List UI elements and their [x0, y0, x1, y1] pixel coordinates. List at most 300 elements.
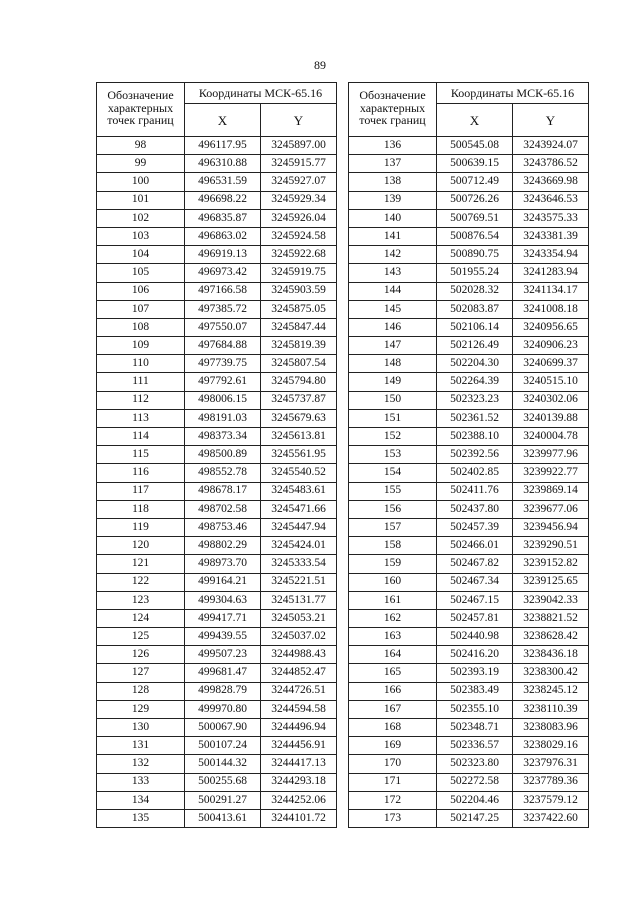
x-coordinate-cell: 499439.55: [185, 628, 261, 646]
table-row: [97, 737, 337, 755]
point-number-cell: 129: [97, 700, 185, 718]
x-coordinate-cell: 502416.20: [437, 646, 513, 664]
x-coordinate-cell: 497166.58: [185, 282, 261, 300]
point-number-cell: 114: [97, 428, 185, 446]
point-number-cell: 135: [97, 809, 185, 827]
point-number-cell: 121: [97, 555, 185, 573]
x-coordinate-cell: 500413.61: [185, 809, 261, 827]
y-coordinate-cell: 3245919.75: [261, 264, 337, 282]
table-row: [349, 700, 589, 718]
table-row: [349, 518, 589, 536]
x-coordinate-cell: 500255.68: [185, 773, 261, 791]
x-coordinate-cell: 497550.07: [185, 318, 261, 336]
x-coordinate-cell: 498802.29: [185, 537, 261, 555]
y-coordinate-cell: 3240956.65: [513, 318, 589, 336]
x-coordinate-cell: 502106.14: [437, 318, 513, 336]
table-row: [349, 446, 589, 464]
y-coordinate-cell: 3238436.18: [513, 646, 589, 664]
coordinates-header: Координаты МСК-65.16: [185, 83, 337, 104]
point-number-cell: 98: [97, 137, 185, 155]
table-row: [97, 155, 337, 173]
x-coordinate-cell: 502383.49: [437, 682, 513, 700]
y-coordinate-cell: 3239677.06: [513, 500, 589, 518]
y-coordinate-cell: 3238029.16: [513, 737, 589, 755]
x-coordinate-cell: 502457.81: [437, 609, 513, 627]
y-coordinate-cell: 3245221.51: [261, 573, 337, 591]
y-coordinate-cell: 3245424.01: [261, 537, 337, 555]
y-coordinate-cell: 3244417.13: [261, 755, 337, 773]
y-coordinate-cell: 3245915.77: [261, 155, 337, 173]
x-coordinate-cell: 498373.34: [185, 428, 261, 446]
table-row: [97, 591, 337, 609]
point-number-cell: 132: [97, 755, 185, 773]
table-row: [349, 573, 589, 591]
y-coordinate-cell: 3238821.52: [513, 609, 589, 627]
point-number-cell: 133: [97, 773, 185, 791]
y-coordinate-cell: 3243575.33: [513, 209, 589, 227]
point-number-cell: 128: [97, 682, 185, 700]
x-coordinate-cell: 498702.58: [185, 500, 261, 518]
point-number-cell: 148: [349, 355, 437, 373]
x-coordinate-cell: 499304.63: [185, 591, 261, 609]
table-row: [97, 664, 337, 682]
point-number-cell: 153: [349, 446, 437, 464]
y-coordinate-cell: 3241134.17: [513, 282, 589, 300]
x-coordinate-cell: 500545.08: [437, 137, 513, 155]
point-number-cell: 173: [349, 809, 437, 827]
table-row: [349, 355, 589, 373]
table-row: [349, 409, 589, 427]
x-header: X: [437, 104, 513, 137]
table-row: [97, 428, 337, 446]
point-number-cell: 131: [97, 737, 185, 755]
y-coordinate-cell: 3240004.78: [513, 428, 589, 446]
x-coordinate-cell: 502147.25: [437, 809, 513, 827]
y-coordinate-cell: 3239125.65: [513, 573, 589, 591]
point-number-cell: 136: [349, 137, 437, 155]
y-coordinate-cell: 3245471.66: [261, 500, 337, 518]
x-coordinate-cell: 502467.34: [437, 573, 513, 591]
point-number-cell: 162: [349, 609, 437, 627]
x-coordinate-cell: 500639.15: [437, 155, 513, 173]
table-row: [97, 246, 337, 264]
table-row: [349, 337, 589, 355]
x-coordinate-cell: 499417.71: [185, 609, 261, 627]
point-number-cell: 150: [349, 391, 437, 409]
x-coordinate-cell: 502355.10: [437, 700, 513, 718]
x-coordinate-cell: 500067.90: [185, 719, 261, 737]
table-row: [97, 355, 337, 373]
table-row: [349, 628, 589, 646]
table-row: [349, 282, 589, 300]
x-coordinate-cell: 496531.59: [185, 173, 261, 191]
table-row: [97, 409, 337, 427]
x-coordinate-cell: 502126.49: [437, 337, 513, 355]
point-number-cell: 141: [349, 227, 437, 245]
point-number-cell: 106: [97, 282, 185, 300]
x-coordinate-cell: 502457.39: [437, 518, 513, 536]
table-row: [97, 628, 337, 646]
y-coordinate-cell: 3240906.23: [513, 337, 589, 355]
coordinates-header: Координаты МСК-65.16: [437, 83, 589, 104]
y-coordinate-cell: 3244101.72: [261, 809, 337, 827]
y-coordinate-cell: 3245131.77: [261, 591, 337, 609]
coordinates-table-left: [96, 82, 337, 828]
point-number-cell: 137: [349, 155, 437, 173]
x-coordinate-cell: 502440.98: [437, 628, 513, 646]
table-row: [97, 391, 337, 409]
point-number-cell: 145: [349, 300, 437, 318]
table-row: [349, 482, 589, 500]
point-number-cell: 124: [97, 609, 185, 627]
y-coordinate-cell: 3240515.10: [513, 373, 589, 391]
point-number-cell: 154: [349, 464, 437, 482]
y-coordinate-cell: 3245922.68: [261, 246, 337, 264]
x-coordinate-cell: 496973.42: [185, 264, 261, 282]
point-number-cell: 163: [349, 628, 437, 646]
point-number-cell: 169: [349, 737, 437, 755]
point-number-cell: 134: [97, 791, 185, 809]
x-coordinate-cell: 502204.46: [437, 791, 513, 809]
y-coordinate-cell: 3245897.00: [261, 137, 337, 155]
table-row: [97, 791, 337, 809]
table-row: [349, 264, 589, 282]
table-row: [349, 300, 589, 318]
y-coordinate-cell: 3238083.96: [513, 719, 589, 737]
point-number-cell: 110: [97, 355, 185, 373]
y-coordinate-cell: 3244456.91: [261, 737, 337, 755]
table-row: [97, 773, 337, 791]
x-coordinate-cell: 496117.95: [185, 137, 261, 155]
x-coordinate-cell: 497792.61: [185, 373, 261, 391]
y-coordinate-cell: 3239977.96: [513, 446, 589, 464]
table-row: [97, 482, 337, 500]
y-coordinate-cell: 3245037.02: [261, 628, 337, 646]
point-number-cell: 155: [349, 482, 437, 500]
point-number-cell: 123: [97, 591, 185, 609]
point-number-cell: 156: [349, 500, 437, 518]
x-coordinate-cell: 502388.10: [437, 428, 513, 446]
table-row: [349, 809, 589, 827]
x-coordinate-cell: 502437.80: [437, 500, 513, 518]
y-coordinate-cell: 3238300.42: [513, 664, 589, 682]
x-coordinate-cell: 502272.58: [437, 773, 513, 791]
y-coordinate-cell: 3245903.59: [261, 282, 337, 300]
x-header: X: [185, 104, 261, 137]
table-row: [349, 755, 589, 773]
point-number-cell: 117: [97, 482, 185, 500]
table-row: [97, 555, 337, 573]
point-number-cell: 100: [97, 173, 185, 191]
table-row: [97, 755, 337, 773]
point-number-cell: 143: [349, 264, 437, 282]
table-row: [97, 537, 337, 555]
point-number-cell: 102: [97, 209, 185, 227]
table-row: [349, 464, 589, 482]
table-row: [97, 373, 337, 391]
y-coordinate-cell: 3245447.94: [261, 518, 337, 536]
point-number-cell: 147: [349, 337, 437, 355]
x-coordinate-cell: 502204.30: [437, 355, 513, 373]
point-number-cell: 157: [349, 518, 437, 536]
point-number-cell: 126: [97, 646, 185, 664]
y-coordinate-cell: 3238110.39: [513, 700, 589, 718]
point-number-cell: 107: [97, 300, 185, 318]
point-number-cell: 149: [349, 373, 437, 391]
point-number-cell: 160: [349, 573, 437, 591]
x-coordinate-cell: 502467.82: [437, 555, 513, 573]
point-number-cell: 138: [349, 173, 437, 191]
y-coordinate-cell: 3241008.18: [513, 300, 589, 318]
x-coordinate-cell: 500144.32: [185, 755, 261, 773]
table-row: [97, 646, 337, 664]
x-coordinate-cell: 496919.13: [185, 246, 261, 264]
point-number-cell: 144: [349, 282, 437, 300]
x-coordinate-cell: 498973.70: [185, 555, 261, 573]
x-coordinate-cell: 502467.15: [437, 591, 513, 609]
table-row: [97, 446, 337, 464]
y-coordinate-cell: 3245924.58: [261, 227, 337, 245]
x-coordinate-cell: 502323.23: [437, 391, 513, 409]
y-coordinate-cell: 3245929.34: [261, 191, 337, 209]
x-coordinate-cell: 502264.39: [437, 373, 513, 391]
x-coordinate-cell: 498678.17: [185, 482, 261, 500]
table-row: [349, 555, 589, 573]
point-number-cell: 116: [97, 464, 185, 482]
table-row: [349, 318, 589, 336]
point-number-cell: 139: [349, 191, 437, 209]
x-coordinate-cell: 500890.75: [437, 246, 513, 264]
x-coordinate-cell: 496310.88: [185, 155, 261, 173]
y-coordinate-cell: 3237579.12: [513, 791, 589, 809]
y-coordinate-cell: 3245794.80: [261, 373, 337, 391]
y-coordinate-cell: 3239290.51: [513, 537, 589, 555]
table-row: [349, 191, 589, 209]
table-row: [97, 573, 337, 591]
y-coordinate-cell: 3238245.12: [513, 682, 589, 700]
x-coordinate-cell: 502336.57: [437, 737, 513, 755]
point-number-cell: 118: [97, 500, 185, 518]
table-row: [97, 173, 337, 191]
table-row: [349, 773, 589, 791]
table-row: [97, 464, 337, 482]
y-coordinate-cell: 3243669.98: [513, 173, 589, 191]
point-number-cell: 159: [349, 555, 437, 573]
x-coordinate-cell: 496698.22: [185, 191, 261, 209]
point-number-cell: 152: [349, 428, 437, 446]
x-coordinate-cell: 500712.49: [437, 173, 513, 191]
x-coordinate-cell: 500726.26: [437, 191, 513, 209]
x-coordinate-cell: 502028.32: [437, 282, 513, 300]
table-row: [349, 591, 589, 609]
point-number-cell: 142: [349, 246, 437, 264]
y-coordinate-cell: 3245737.87: [261, 391, 337, 409]
y-coordinate-cell: 3243924.07: [513, 137, 589, 155]
point-number-cell: 170: [349, 755, 437, 773]
table-row: [97, 300, 337, 318]
y-coordinate-cell: 3240302.06: [513, 391, 589, 409]
point-number-cell: 165: [349, 664, 437, 682]
x-coordinate-cell: 498006.15: [185, 391, 261, 409]
x-coordinate-cell: 500107.24: [185, 737, 261, 755]
table-row: [349, 537, 589, 555]
y-coordinate-cell: 3243646.53: [513, 191, 589, 209]
table-row: [349, 246, 589, 264]
x-coordinate-cell: 502361.52: [437, 409, 513, 427]
table-row: [97, 700, 337, 718]
y-coordinate-cell: 3240699.37: [513, 355, 589, 373]
x-coordinate-cell: 502402.85: [437, 464, 513, 482]
coordinates-table-right: [348, 82, 589, 828]
table-row: [97, 191, 337, 209]
point-number-cell: 99: [97, 155, 185, 173]
x-coordinate-cell: 498191.03: [185, 409, 261, 427]
point-number-cell: 120: [97, 537, 185, 555]
table-row: [97, 337, 337, 355]
point-number-cell: 103: [97, 227, 185, 245]
y-coordinate-cell: 3245927.07: [261, 173, 337, 191]
table-row: [97, 518, 337, 536]
point-number-cell: 108: [97, 318, 185, 336]
y-coordinate-cell: 3244594.58: [261, 700, 337, 718]
y-coordinate-cell: 3245819.39: [261, 337, 337, 355]
table-row: [349, 391, 589, 409]
y-coordinate-cell: 3240139.88: [513, 409, 589, 427]
x-coordinate-cell: 502323.80: [437, 755, 513, 773]
point-number-cell: 171: [349, 773, 437, 791]
table-row: [97, 137, 337, 155]
x-coordinate-cell: 502393.19: [437, 664, 513, 682]
x-coordinate-cell: 498500.89: [185, 446, 261, 464]
point-number-cell: 166: [349, 682, 437, 700]
table-row: [97, 809, 337, 827]
table-row: [349, 791, 589, 809]
y-coordinate-cell: 3237976.31: [513, 755, 589, 773]
table-row: [97, 682, 337, 700]
table-row: [97, 227, 337, 245]
y-coordinate-cell: 3238628.42: [513, 628, 589, 646]
y-coordinate-cell: 3244252.06: [261, 791, 337, 809]
point-number-cell: 164: [349, 646, 437, 664]
x-coordinate-cell: 502083.87: [437, 300, 513, 318]
x-coordinate-cell: 502411.76: [437, 482, 513, 500]
x-coordinate-cell: 499507.23: [185, 646, 261, 664]
y-coordinate-cell: 3237422.60: [513, 809, 589, 827]
x-coordinate-cell: 501955.24: [437, 264, 513, 282]
y-coordinate-cell: 3237789.36: [513, 773, 589, 791]
x-coordinate-cell: 502392.56: [437, 446, 513, 464]
table-row: [97, 609, 337, 627]
x-coordinate-cell: 502466.01: [437, 537, 513, 555]
point-number-cell: 127: [97, 664, 185, 682]
y-coordinate-cell: 3245333.54: [261, 555, 337, 573]
y-coordinate-cell: 3243354.94: [513, 246, 589, 264]
x-coordinate-cell: 499164.21: [185, 573, 261, 591]
point-number-cell: 111: [97, 373, 185, 391]
y-coordinate-cell: 3244496.94: [261, 719, 337, 737]
table-row: [349, 646, 589, 664]
y-coordinate-cell: 3245613.81: [261, 428, 337, 446]
table-row: [349, 227, 589, 245]
point-number-cell: 115: [97, 446, 185, 464]
table-row: [97, 209, 337, 227]
point-number-cell: 105: [97, 264, 185, 282]
point-number-cell: 172: [349, 791, 437, 809]
y-coordinate-cell: 3239869.14: [513, 482, 589, 500]
x-coordinate-cell: 499970.80: [185, 700, 261, 718]
table-row: [349, 719, 589, 737]
x-coordinate-cell: 500769.51: [437, 209, 513, 227]
table-row: [349, 209, 589, 227]
table-row: [349, 609, 589, 627]
y-coordinate-cell: 3244293.18: [261, 773, 337, 791]
x-coordinate-cell: 500291.27: [185, 791, 261, 809]
point-number-cell: 168: [349, 719, 437, 737]
x-coordinate-cell: 496863.02: [185, 227, 261, 245]
y-coordinate-cell: 3245875.05: [261, 300, 337, 318]
x-coordinate-cell: 499681.47: [185, 664, 261, 682]
point-number-cell: 151: [349, 409, 437, 427]
point-number-cell: 125: [97, 628, 185, 646]
point-number-cell: 101: [97, 191, 185, 209]
x-coordinate-cell: 500876.54: [437, 227, 513, 245]
table-row: [349, 373, 589, 391]
point-number-cell: 122: [97, 573, 185, 591]
x-coordinate-cell: 498753.46: [185, 518, 261, 536]
y-coordinate-cell: 3239152.82: [513, 555, 589, 573]
point-number-cell: 109: [97, 337, 185, 355]
point-number-cell: 140: [349, 209, 437, 227]
x-coordinate-cell: 497684.88: [185, 337, 261, 355]
table-row: [349, 682, 589, 700]
point-number-cell: 167: [349, 700, 437, 718]
y-coordinate-cell: 3245679.63: [261, 409, 337, 427]
y-coordinate-cell: 3244852.47: [261, 664, 337, 682]
x-coordinate-cell: 498552.78: [185, 464, 261, 482]
y-coordinate-cell: 3239042.33: [513, 591, 589, 609]
table-row: [349, 428, 589, 446]
table-row: [349, 500, 589, 518]
y-coordinate-cell: 3245926.04: [261, 209, 337, 227]
x-coordinate-cell: 497739.75: [185, 355, 261, 373]
y-coordinate-cell: 3243381.39: [513, 227, 589, 245]
y-coordinate-cell: 3244726.51: [261, 682, 337, 700]
x-coordinate-cell: 499828.79: [185, 682, 261, 700]
y-coordinate-cell: 3245807.54: [261, 355, 337, 373]
table-row: [349, 737, 589, 755]
y-coordinate-cell: 3245540.52: [261, 464, 337, 482]
x-coordinate-cell: 502348.71: [437, 719, 513, 737]
page-number: 89: [314, 58, 326, 72]
table-row: [349, 173, 589, 191]
y-coordinate-cell: 3245053.21: [261, 609, 337, 627]
table-row: [97, 318, 337, 336]
table-row: [97, 500, 337, 518]
table-row: [97, 282, 337, 300]
y-coordinate-cell: 3239922.77: [513, 464, 589, 482]
table-row: [349, 664, 589, 682]
y-coordinate-cell: 3244988.43: [261, 646, 337, 664]
y-header: Y: [261, 104, 337, 137]
x-coordinate-cell: 496835.87: [185, 209, 261, 227]
point-number-cell: 112: [97, 391, 185, 409]
point-number-cell: 119: [97, 518, 185, 536]
point-designation-header: Обозначение характерных точек границ: [97, 83, 185, 137]
table-row: [349, 155, 589, 173]
y-header: Y: [513, 104, 589, 137]
point-number-cell: 158: [349, 537, 437, 555]
table-row: [97, 264, 337, 282]
